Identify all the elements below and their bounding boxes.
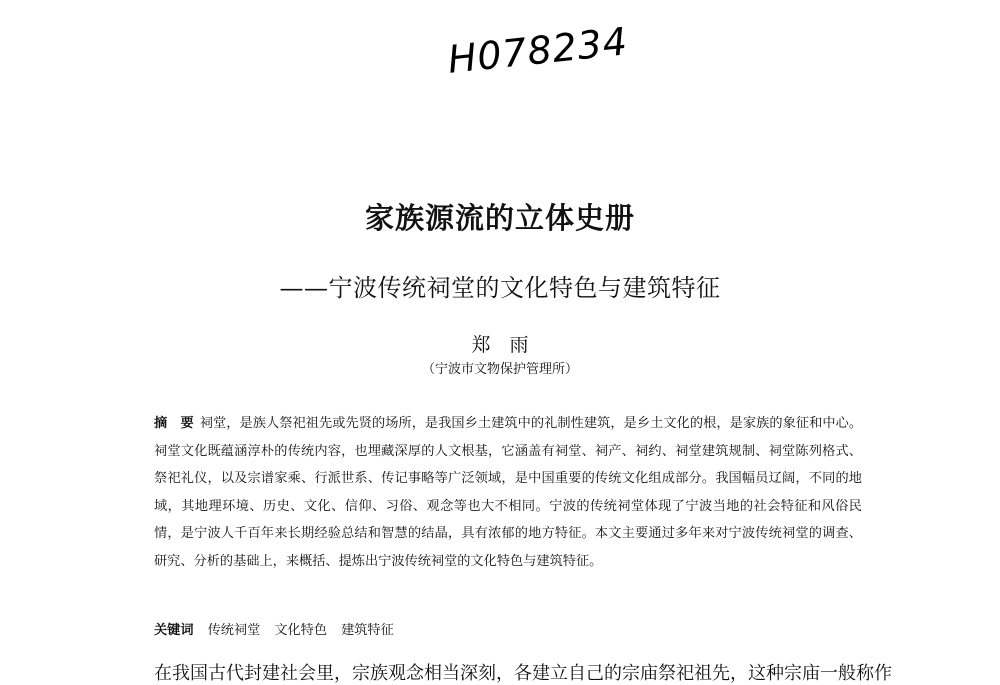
body-text-first-line: 在我国古代封建社会里，宗族观念相当深刻，各建立自己的宗庙祭祀祖先，这种宗庙一般称作: [154, 663, 892, 684]
abstract-label: 摘 要: [154, 416, 194, 431]
abstract-text: 祠堂，是族人祭祀祖先或先贤的场所，是我国乡土建筑中的礼制性建筑，是乡土文化的根，是家族的象征和中心。祠堂文化既蕴涵淳朴的传统内容，也埋藏深厚的人文根基，它涵盖有祠堂、祠产、祠约、祠堂建筑规制、祠堂陈列格式、祭祀礼仪，以及宗谱家乘、行派世系、传记事略等广泛领域，是中国重要的传统文化组成部分。我国幅员辽阔，不同的地域，其地理环境、历史、文化、信仰、习俗、观念等也大不相同。宁波的传统祠堂体现了宁波当地的社会特征和风俗民情，是宁波人千百年来长期经验总结和智慧的结晶，具有浓郁的地方特征。本文主要通过多年来对宁波传统祠堂的调查、研究、分析的基础上，来概括、提炼出宁波传统祠堂的文化特色与建筑特征。: [154, 416, 863, 569]
keyword-item: 建筑特征: [341, 623, 394, 638]
author-affiliation: （宁波市文物保护管理所）: [421, 362, 578, 377]
keywords-line: [154, 617, 862, 645]
keywords-label: 关键词: [154, 623, 194, 638]
keyword-item: 传统祠堂: [207, 623, 261, 638]
author-name: 郑 雨: [471, 334, 529, 356]
page-subtitle: ——宁波传统祠堂的文化特色与建筑特征: [279, 274, 721, 302]
handwritten-catalog-number: H078234: [445, 19, 630, 82]
page-title: 家族源流的立体史册: [364, 201, 635, 235]
keyword-item: 文化特色: [274, 623, 328, 638]
abstract-paragraph: [154, 410, 862, 575]
